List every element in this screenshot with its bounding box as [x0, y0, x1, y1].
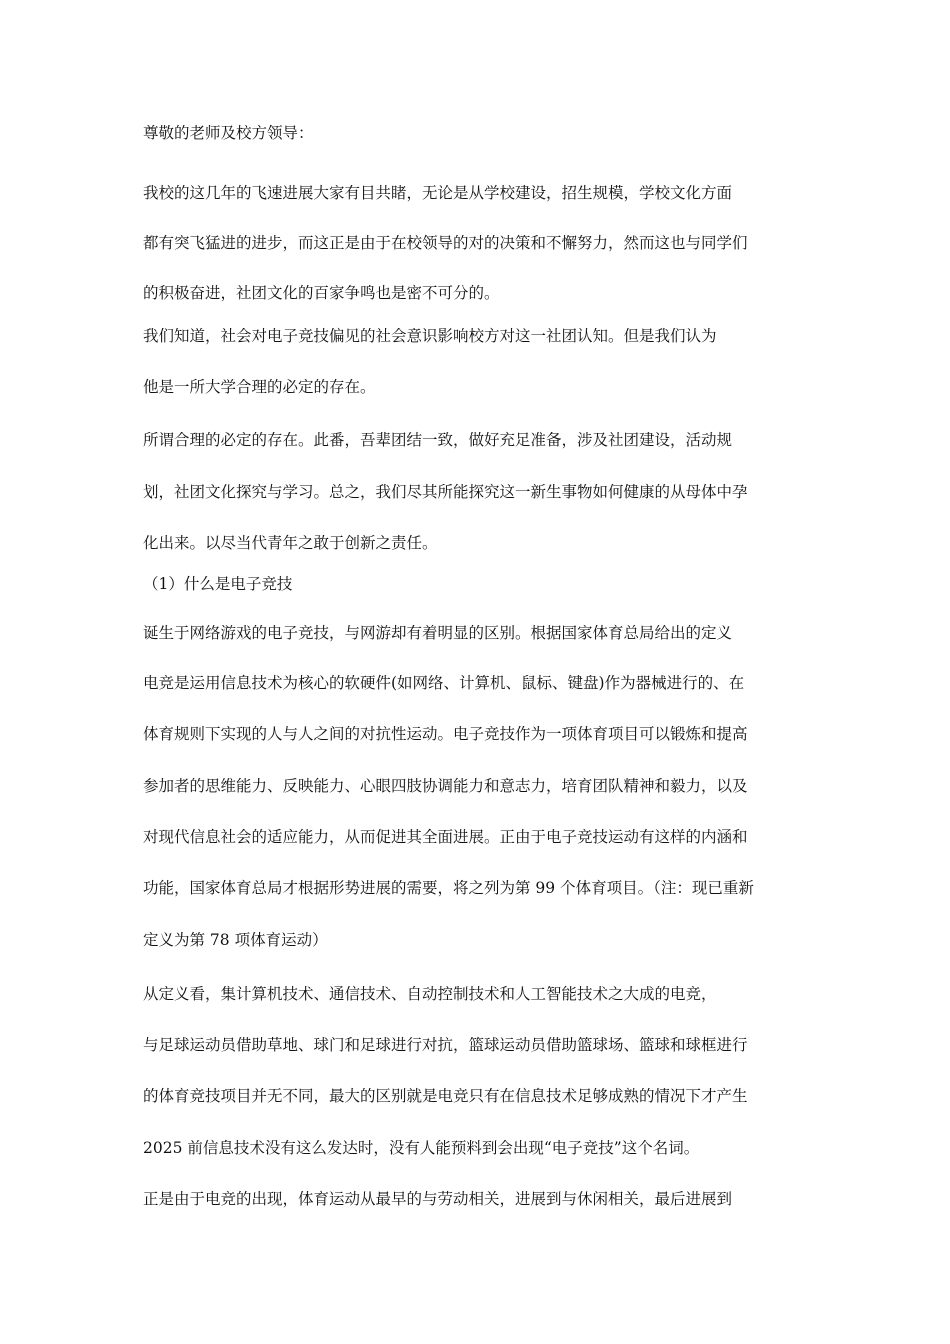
paragraph-line: 功能，国家体育总局才根据形势进展的需要，将之列为第 99 个体育项目。（注：现已重新: [143, 879, 754, 897]
paragraph-line: 我校的这几年的飞速进展大家有目共睹，无论是从学校建设，招生规模，学校文化方面: [143, 184, 733, 202]
paragraph-line: 的体育竞技项目并无不同，最大的区别就是电竞只有在信息技术足够成熟的情况下才产生: [143, 1087, 748, 1105]
paragraph-line: 体育规则下实现的人与人之间的对抗性运动。电子竞技作为一项体育项目可以锻炼和提高: [143, 725, 748, 743]
paragraph-line: 电竞是运用信息技术为核心的软硬件(如网络、计算机、鼠标、键盘)作为器械进行的、在: [143, 674, 745, 692]
paragraph-line: 2025 前信息技术没有这么发达时，没有人能预料到会出现“电子竞技”这个名词。: [143, 1139, 700, 1157]
paragraph-line: 从定义看，集计算机技术、通信技术、自动控制技术和人工智能技术之大成的电竞，: [143, 985, 717, 1003]
paragraph-line: 我们知道，社会对电子竞技偏见的社会意识影响校方对这一社团认知。但是我们认为: [143, 327, 717, 345]
paragraph-line: 与足球运动员借助草地、球门和足球进行对抗，篮球运动员借助篮球场、篮球和球框进行: [143, 1036, 748, 1054]
paragraph-line: 正是由于电竞的出现，体育运动从最早的与劳动相关，进展到与休闲相关，最后进展到: [143, 1190, 733, 1208]
paragraph-line: 化出来。以尽当代青年之敢于创新之责任。: [143, 534, 438, 552]
paragraph-line: 的积极奋进，社团文化的百家争鸣也是密不可分的。: [143, 284, 500, 302]
section-heading: （1）什么是电子竞技: [143, 575, 293, 593]
paragraph-line: 参加者的思维能力、反映能力、心眼四肢协调能力和意志力，培育团队精神和毅力，以及: [143, 777, 748, 795]
paragraph-line: 对现代信息社会的适应能力，从而促进其全面进展。正由于电子竞技运动有这样的内涵和: [143, 828, 748, 846]
paragraph-line: 诞生于网络游戏的电子竞技，与网游却有着明显的区别。根据国家体育总局给出的定义: [143, 624, 733, 642]
paragraph-line: 划，社团文化探究与学习。总之，我们尽其所能探究这一新生事物如何健康的从母体中孕: [143, 483, 748, 501]
paragraph-line: 都有突飞猛进的进步，而这正是由于在校领导的对的决策和不懈努力，然而这也与同学们: [143, 234, 748, 252]
paragraph-line: 定义为第 78 项体育运动）: [143, 931, 328, 949]
salutation: 尊敬的老师及校方领导：: [143, 124, 314, 142]
paragraph-line: 他是一所大学合理的必定的存在。: [143, 378, 376, 396]
paragraph-line: 所谓合理的必定的存在。此番，吾辈团结一致，做好充足准备，涉及社团建设，活动规: [143, 431, 733, 449]
